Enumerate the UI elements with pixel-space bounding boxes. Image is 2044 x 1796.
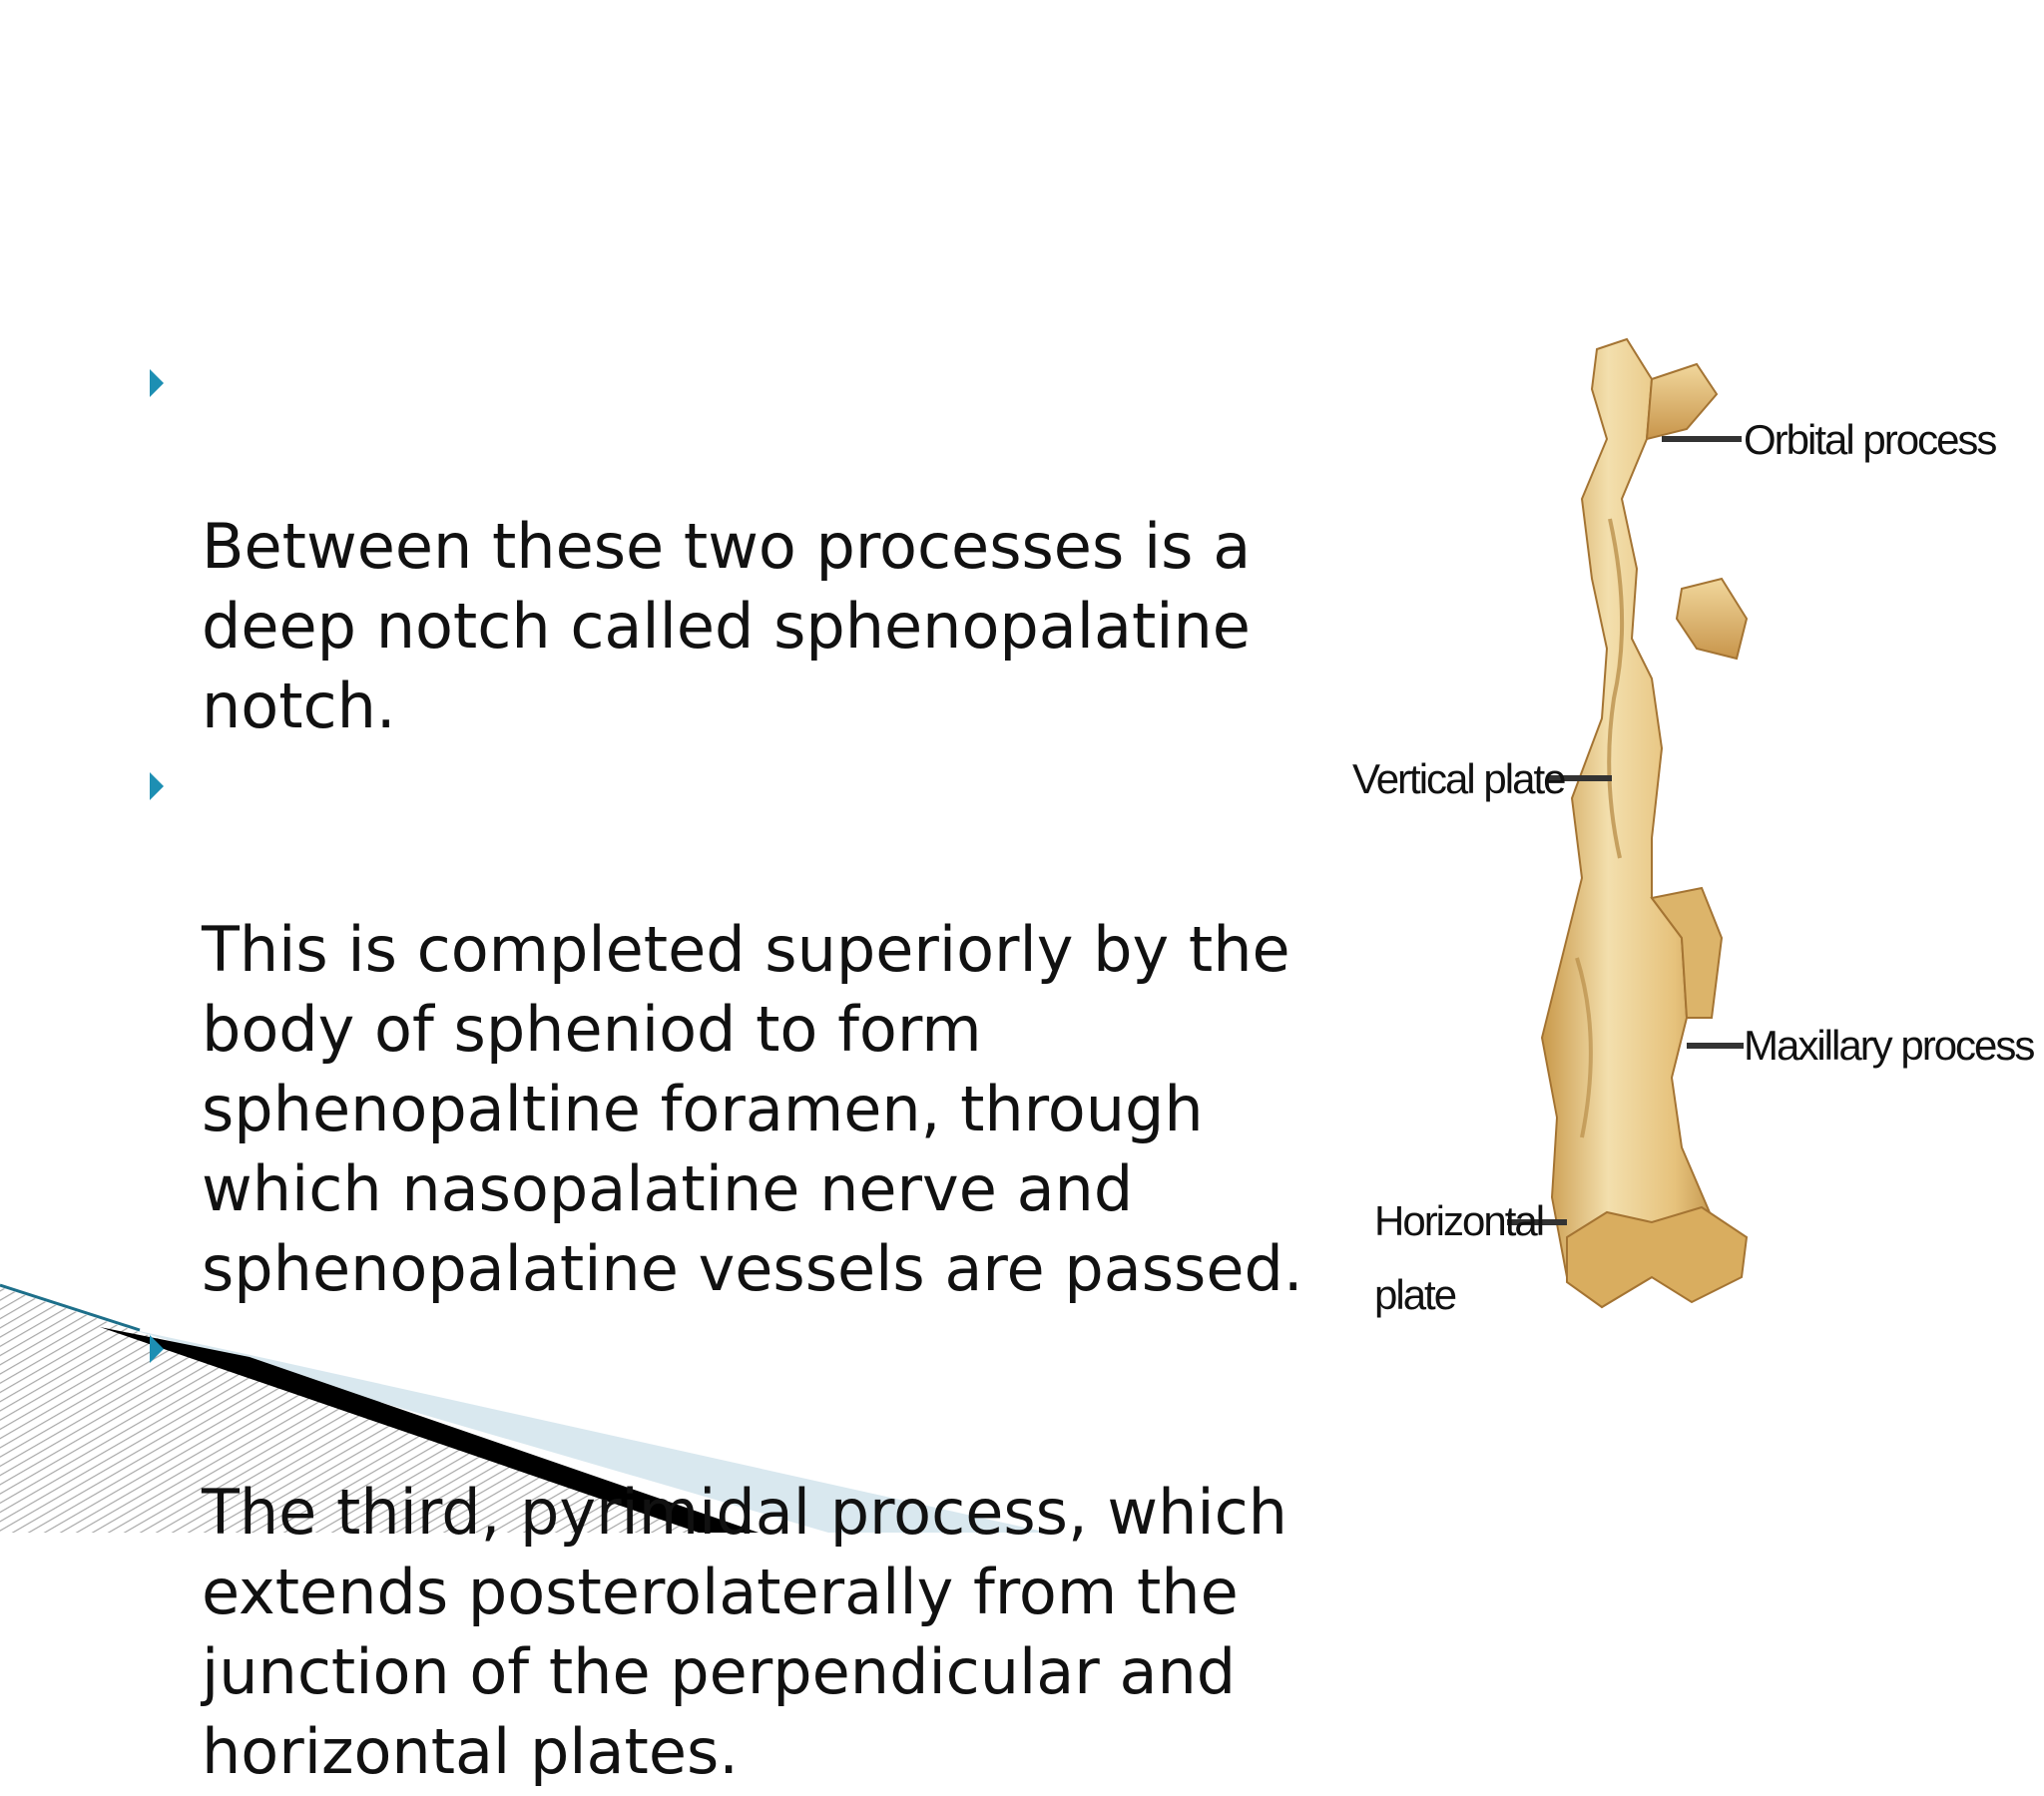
label-vertical-plate: Vertical plate bbox=[1352, 755, 1565, 802]
bone-orbital-spur bbox=[1647, 364, 1717, 439]
bullet-item bbox=[150, 1313, 1337, 1792]
palatine-bone-figure bbox=[1352, 319, 2034, 1357]
bone-horizontal-plate bbox=[1567, 1207, 1747, 1307]
bone-sphenoidal-process bbox=[1677, 579, 1747, 659]
bullet-text: Between these two processes is a deep notch called sphenopalatine notch. bbox=[202, 510, 1252, 742]
bone-vertical-plate bbox=[1542, 339, 1732, 1307]
bullet-arrow-icon bbox=[150, 1335, 164, 1363]
bullet-list bbox=[150, 347, 1337, 1796]
bullet-arrow-icon bbox=[150, 772, 164, 800]
label-maxillary-process: Maxillary process bbox=[1744, 1022, 2034, 1069]
label-horizontal-plate: Horizontal bbox=[1374, 1197, 1544, 1244]
bullet-text: The third, pyrimidal process, which extends posterolaterally from the junction of the perpendicular and horizontal plates. bbox=[202, 1476, 1287, 1788]
label-orbital-process: Orbital process bbox=[1744, 416, 1996, 463]
bullet-item bbox=[150, 347, 1337, 746]
bullet-arrow-icon bbox=[150, 369, 164, 397]
bullet-item bbox=[150, 750, 1337, 1309]
label-horizontal-plate-line2: plate bbox=[1374, 1271, 1456, 1318]
bullet-text: This is completed superiorly by the body of spheniod to form sphenopaltine foramen, through which nasopalatine nerve and sphenopalatine vessels are passed. bbox=[202, 913, 1303, 1305]
